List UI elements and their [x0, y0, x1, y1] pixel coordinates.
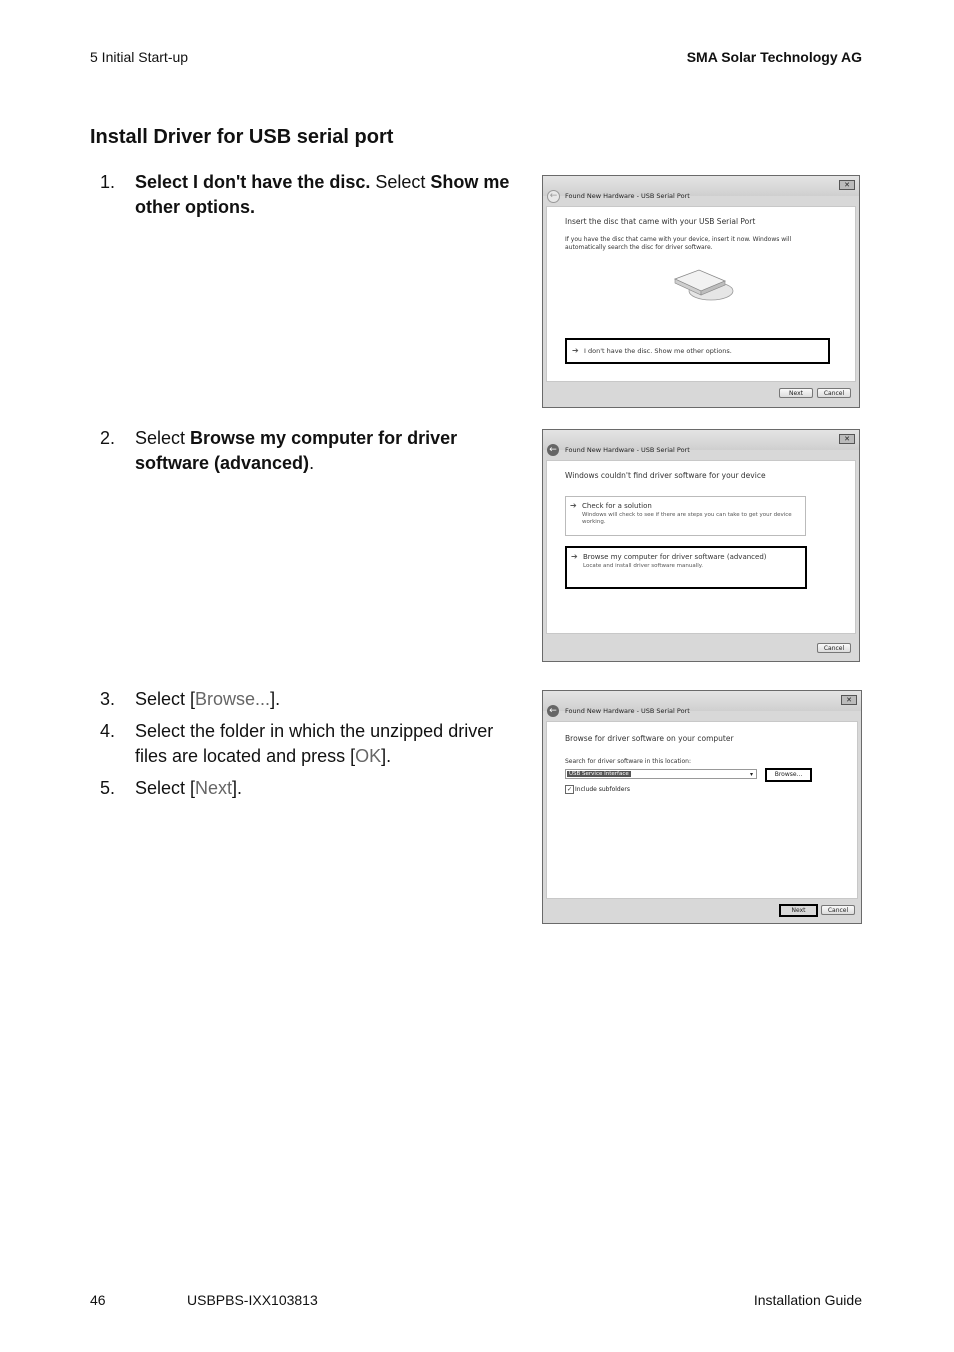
- search-location-label: Search for driver software in this location:: [565, 758, 691, 765]
- option-description: Locate and install driver software manually.: [583, 563, 703, 569]
- option-title: Browse my computer for driver software (advanced): [583, 553, 767, 561]
- browse-label: Browse...: [774, 771, 803, 778]
- include-subfolders-label: Include subfolders: [575, 786, 631, 793]
- step-number: 3.: [100, 689, 116, 709]
- step-text: Select [: [135, 689, 196, 709]
- dialog-body: If you have the disc that came with your device, insert it now. Windows will automatically search the disc for driver software.: [565, 236, 792, 251]
- back-arrow-icon[interactable]: ←: [547, 705, 559, 717]
- check-solution-option[interactable]: [565, 496, 806, 536]
- dialog-content: [546, 721, 858, 899]
- cancel-button[interactable]: Cancel: [821, 905, 855, 915]
- dialog-driver-not-found: [542, 429, 860, 662]
- step-bold: Select I don't have the disc.: [135, 172, 371, 192]
- step-4: [100, 719, 530, 769]
- dialog-content: [546, 206, 856, 382]
- step-5: [100, 776, 530, 801]
- close-icon[interactable]: ✕: [841, 695, 857, 705]
- ui-element-name: Browse...: [195, 689, 271, 709]
- step-number: 4.: [100, 721, 116, 741]
- step-text: Select [: [135, 778, 196, 798]
- option-title: Check for a solution: [582, 502, 652, 510]
- arrow-right-icon: ➔: [570, 501, 577, 510]
- step-text: ].: [270, 689, 281, 709]
- cancel-button[interactable]: Cancel: [817, 643, 851, 653]
- section-title: Install Driver for USB serial port: [90, 126, 394, 148]
- close-icon[interactable]: ✕: [839, 434, 855, 444]
- header-section: 5 Initial Start-up: [90, 49, 189, 65]
- step-text: ].: [232, 778, 243, 798]
- dialog-heading: Insert the disc that came with your USB Serial Port: [565, 217, 756, 226]
- step-text: Select: [135, 428, 191, 448]
- header-company: SMA Solar Technology AG: [686, 49, 862, 65]
- step-text: .: [309, 453, 315, 473]
- dialog-heading: Windows couldn't find driver software for your device: [565, 471, 766, 480]
- ui-element-name: OK: [355, 746, 382, 766]
- window-title: Found New Hardware - USB Serial Port: [565, 192, 690, 200]
- step-text: Select the folder in which the unzipped driver files are located and press [: [135, 721, 494, 766]
- option-label: I don't have the disc. Show me other options.: [584, 347, 732, 355]
- option-description: Windows will check to see if there are steps you can take to get your device working.: [582, 512, 792, 525]
- dialog-browse-driver: [542, 690, 862, 924]
- include-subfolders-checkbox[interactable]: ✓: [566, 786, 573, 793]
- window-title: Found New Hardware - USB Serial Port: [565, 446, 690, 454]
- document-id: USBPBS-IXX103813: [187, 1292, 318, 1308]
- driver-path-field[interactable]: [565, 769, 757, 779]
- step-text: Select: [370, 172, 431, 192]
- ui-element-name: Next: [195, 778, 233, 798]
- step-number: 5.: [100, 778, 116, 798]
- path-value: USB Service Interface: [569, 771, 629, 777]
- step-2: [100, 426, 530, 476]
- next-button[interactable]: Next: [779, 388, 813, 398]
- step-3: [100, 687, 530, 712]
- dropdown-arrow-icon[interactable]: ▾: [749, 771, 753, 778]
- disc-drive-icon: [671, 267, 735, 303]
- dialog-insert-disc: [542, 175, 860, 408]
- step-1: [100, 170, 530, 220]
- window-title: Found New Hardware - USB Serial Port: [565, 707, 690, 715]
- arrow-right-icon: ➔: [571, 552, 578, 561]
- next-button[interactable]: [779, 904, 818, 917]
- step-number: 1.: [100, 172, 116, 192]
- page-number: 46: [90, 1292, 106, 1308]
- cancel-button[interactable]: Cancel: [817, 388, 851, 398]
- step-text: ].: [381, 746, 392, 766]
- arrow-right-icon: ➔: [572, 346, 579, 355]
- no-disc-option[interactable]: [565, 338, 830, 364]
- document-type: Installation Guide: [753, 1292, 862, 1308]
- next-label: Next: [791, 907, 806, 914]
- browse-button[interactable]: [765, 768, 812, 782]
- browse-computer-option[interactable]: [565, 546, 807, 589]
- step-bold: Show me other options.: [135, 172, 510, 217]
- dialog-content: [546, 460, 856, 634]
- dialog-heading: Browse for driver software on your computer: [565, 734, 734, 743]
- close-icon[interactable]: ✕: [839, 180, 855, 190]
- step-bold: Browse my computer for driver software (advanced): [135, 428, 458, 473]
- back-arrow-icon: ←: [547, 190, 560, 203]
- back-arrow-icon[interactable]: ←: [547, 444, 559, 456]
- step-number: 2.: [100, 428, 116, 448]
